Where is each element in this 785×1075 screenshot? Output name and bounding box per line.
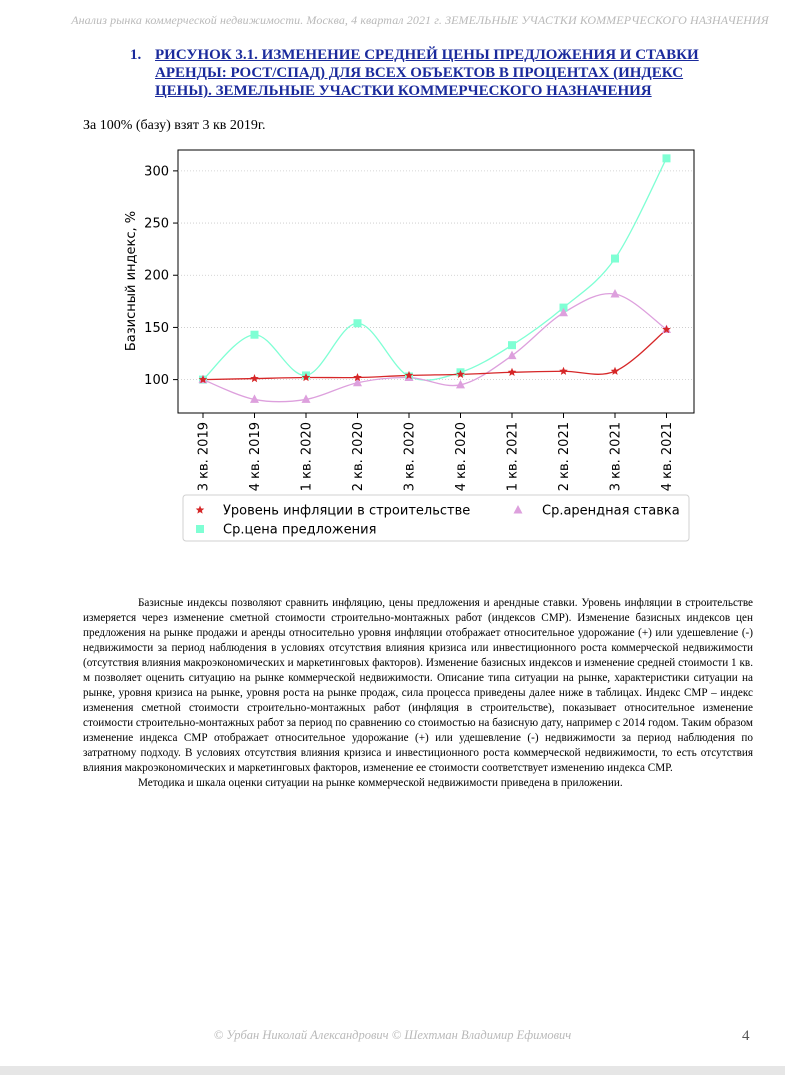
page-number: 4 xyxy=(742,1028,750,1044)
x-tick-label: 3 кв. 2020 xyxy=(402,422,418,492)
legend-marker-square xyxy=(196,525,204,533)
data-point-star xyxy=(559,367,568,375)
heading-number: 1. xyxy=(130,47,142,63)
x-tick-label: 4 кв. 2021 xyxy=(660,422,675,492)
baseline-note: За 100% (базу) взят 3 кв 2019г. xyxy=(83,118,266,133)
series-line-star xyxy=(203,330,667,380)
x-tick-label: 4 кв. 2019 xyxy=(248,422,263,492)
x-tick-label: 3 кв. 2019 xyxy=(196,422,212,492)
data-point-square xyxy=(354,319,362,327)
x-tick-label: 4 кв. 2020 xyxy=(454,422,469,492)
data-point-square xyxy=(611,255,619,263)
body-text xyxy=(83,596,753,791)
running-header: Анализ рынка коммерческой недвижимости. Москва, 4 квартал 2021 г. ЗЕМЕЛЬНЫЕ УЧАСТКИ КОММЕРЧЕСКОГО НАЗНАЧЕНИЯ xyxy=(71,13,769,27)
footer-authors: © Урбан Николай Александрович © Шехтман Владимир Ефимович xyxy=(213,1028,572,1042)
index-chart xyxy=(0,140,785,550)
body-paragraph-1: Базисные индексы позволяют сравнить инфляцию, цены предложения и арендные ставки. Уровень инфляции в строительстве измеряется через изменение сметной стоимости строительно-монтажных работ (индексов СМР). Изменение базисных индексов цен предложения на рынке продажи и аренды относительно уровня инфляции отображает относительное удорожание (+) или удешевление (-) недвижимости за период наблюдения в условиях отсутствия влияния кризиса или инвестиционного роста коммерческой недвижимости (отсутствия влияния макроэкономических и маркетинговых факторов). Изменение базисных индексов и изменение средней стоимости 1 кв. м позволяет оценить ситуацию на рынке коммерческой недвижимости. Описание типа ситуации на рынке, характеристики ситуации на рынке, уровня кризиса на рынке, уровня роста на рынке продаж, сила процесса приведены далее ниже в таблицах. Индекс СМР – индекс изменения сметной стоимости строительно-монтажных работ (инфляция в строительстве), показывает относительное изменение стоимости строительно-монтажных работ за период по сравнению со стоимостью на базисную дату, например с 2014 годом. Таким образом изменение индекса СМР отображает относительное удорожание (+) или удешевление (-) недвижимости за период наблюдения по затратному подходу. В условиях отсутствия влияния кризиса и инвестиционного роста коммерческой недвижимости, то есть отсутствия влияния макроэкономических и маркетинговых факторов, изменение ее стоимости соответствует изменению индекса СМР. xyxy=(83,597,753,774)
y-tick-label: 150 xyxy=(144,320,169,336)
data-point-star xyxy=(250,374,259,382)
y-tick-label: 100 xyxy=(144,373,169,389)
series-line-triangle xyxy=(203,294,667,402)
y-tick-label: 300 xyxy=(144,164,169,180)
data-point-square xyxy=(663,154,671,162)
x-tick-label: 3 кв. 2021 xyxy=(608,422,624,492)
figure-heading xyxy=(130,46,740,100)
y-tick-label: 250 xyxy=(144,216,169,232)
x-tick-label: 1 кв. 2021 xyxy=(505,422,521,492)
data-point-square xyxy=(251,331,259,339)
heading-title: РИСУНОК 3.1. ИЗМЕНЕНИЕ СРЕДНЕЙ ЦЕНЫ ПРЕДЛОЖЕНИЯ И СТАВКИ АРЕНДЫ: РОСТ/СПАД) ДЛЯ ВСЕХ ОБЪЕКТОВ В ПРОЦЕНТАХ (ИНДЕКС ЦЕНЫ). ЗЕМЕЛЬНЫЕ УЧАСТКИ КОММЕРЧЕСКОГО НАЗНАЧЕНИЯ xyxy=(155,47,699,99)
series-line-square xyxy=(203,158,667,380)
data-point-star xyxy=(508,368,517,376)
x-tick-label: 2 кв. 2021 xyxy=(557,422,572,492)
legend xyxy=(183,495,689,541)
legend-label-star: Уровень инфляции в строительстве xyxy=(223,503,471,519)
y-tick-label: 200 xyxy=(144,268,169,284)
data-point-star xyxy=(611,367,620,375)
x-tick-label: 2 кв. 2020 xyxy=(351,422,366,492)
data-point-square xyxy=(508,341,516,349)
legend-label-square: Ср.цена предложения xyxy=(223,522,377,538)
y-axis-label: Базисный индекс, % xyxy=(124,210,139,352)
data-point-triangle xyxy=(508,351,517,360)
legend-label-triangle: Ср.арендная ставка xyxy=(542,503,680,519)
body-paragraph-2: Методика и шкала оценки ситуации на рынке коммерческой недвижимости приведена в приложении. xyxy=(138,777,623,789)
x-tick-label: 1 кв. 2020 xyxy=(299,422,315,492)
page-bottom-strip xyxy=(0,1066,785,1075)
